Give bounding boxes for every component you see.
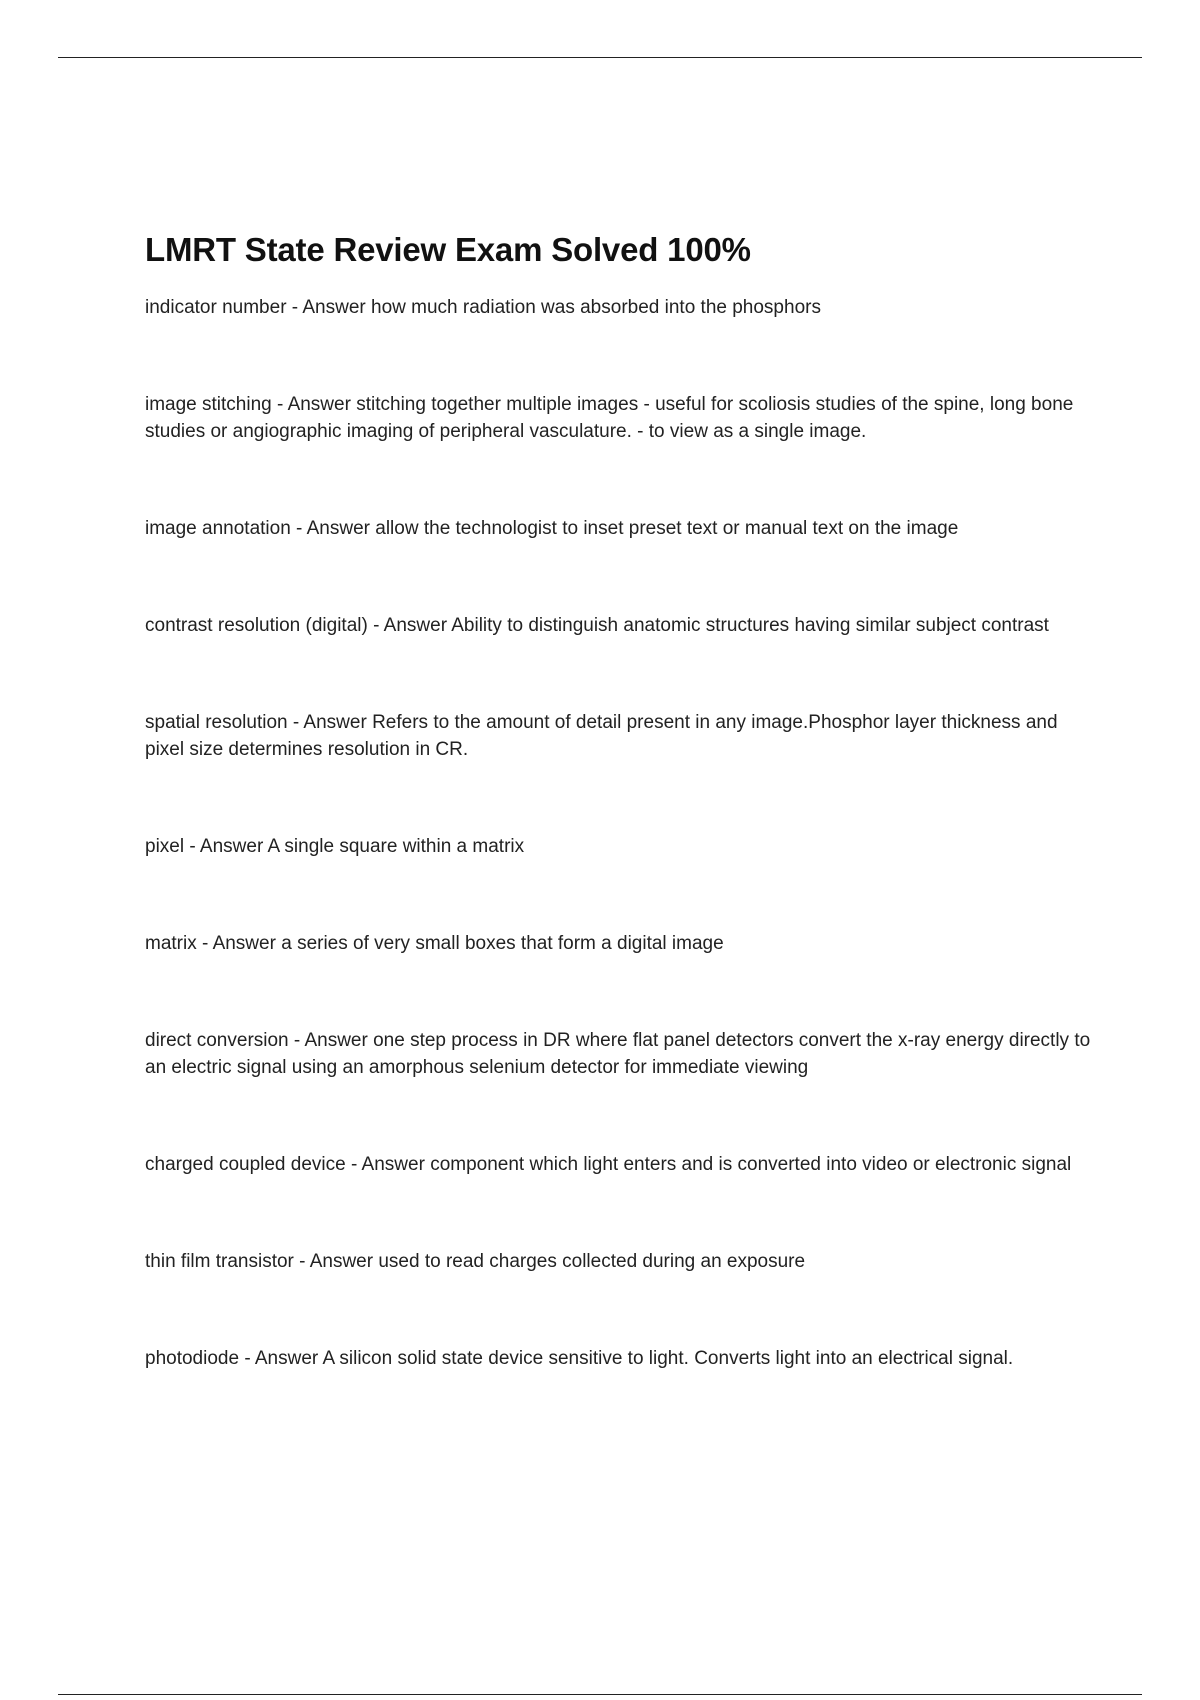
entry-term: pixel bbox=[145, 836, 185, 857]
entry-term: charged coupled device bbox=[145, 1154, 346, 1175]
entry-separator: - Answer bbox=[287, 712, 373, 733]
entry-separator: - Answer bbox=[271, 394, 357, 415]
entry-term: contrast resolution (digital) bbox=[145, 615, 368, 636]
entry-separator: - Answer bbox=[286, 297, 372, 318]
entry-separator: - Answer bbox=[290, 518, 376, 539]
list-item bbox=[145, 515, 1095, 542]
entry-term: photodiode bbox=[145, 1348, 240, 1369]
entry-answer: A single square within a matrix bbox=[267, 836, 525, 857]
top-divider bbox=[58, 57, 1142, 58]
list-item bbox=[145, 612, 1095, 639]
entry-answer: one step process in DR where flat panel detectors convert the x-ray energy directly to an electric signal using an amorphous selenium detector for immediate viewing bbox=[145, 1030, 1091, 1078]
entry-term: spatial resolution bbox=[145, 712, 288, 733]
document-body bbox=[145, 226, 1095, 1372]
list-item bbox=[145, 930, 1095, 957]
entry-separator: - Answer bbox=[196, 933, 282, 954]
entry-answer: A silicon solid state device sensitive to light. Converts light into an electrical signal. bbox=[322, 1348, 1014, 1369]
flashcard-list bbox=[145, 294, 1095, 1372]
entry-separator: - Answer bbox=[345, 1154, 431, 1175]
list-item bbox=[145, 1248, 1095, 1275]
entry-separator: - Answer bbox=[367, 615, 452, 636]
entry-separator: - Answer bbox=[293, 1251, 379, 1272]
entry-answer: a series of very small boxes that form a digital image bbox=[281, 933, 724, 954]
list-item bbox=[145, 294, 1095, 321]
entry-term: matrix bbox=[145, 933, 197, 954]
entry-separator: - Answer bbox=[184, 836, 268, 857]
entry-answer: Ability to distinguish anatomic structures having similar subject contrast bbox=[451, 615, 1049, 636]
entry-answer: Refers to the amount of detail present in any image.Phosphor layer thickness and pixel size determines resolution in CR. bbox=[145, 712, 1058, 760]
entry-separator: - Answer bbox=[239, 1348, 323, 1369]
list-item bbox=[145, 391, 1095, 445]
list-item bbox=[145, 1027, 1095, 1081]
entry-answer: stitching together multiple images - useful for scoliosis studies of the spine, long bone studies or angiographic imaging of peripheral vasculature. - to view as a single image. bbox=[145, 394, 1074, 442]
document-title: LMRT State Review Exam Solved 100% bbox=[145, 231, 751, 268]
entry-answer: allow the technologist to inset preset text or manual text on the image bbox=[375, 518, 959, 539]
entry-answer: used to read charges collected during an exposure bbox=[378, 1251, 806, 1272]
list-item bbox=[145, 833, 1095, 860]
list-item bbox=[145, 709, 1095, 763]
entry-answer: component which light enters and is converted into video or electronic signal bbox=[430, 1154, 1072, 1175]
bottom-divider bbox=[58, 1694, 1142, 1695]
list-item bbox=[145, 1151, 1095, 1178]
entry-term: image annotation bbox=[145, 518, 291, 539]
entry-term: image stitching bbox=[145, 394, 272, 415]
entry-separator: - Answer bbox=[288, 1030, 374, 1051]
list-item bbox=[145, 1345, 1095, 1372]
entry-answer: how much radiation was absorbed into the phosphors bbox=[371, 297, 821, 318]
entry-term: thin film transistor bbox=[145, 1251, 294, 1272]
entry-term: indicator number bbox=[145, 297, 287, 318]
entry-term: direct conversion bbox=[145, 1030, 289, 1051]
